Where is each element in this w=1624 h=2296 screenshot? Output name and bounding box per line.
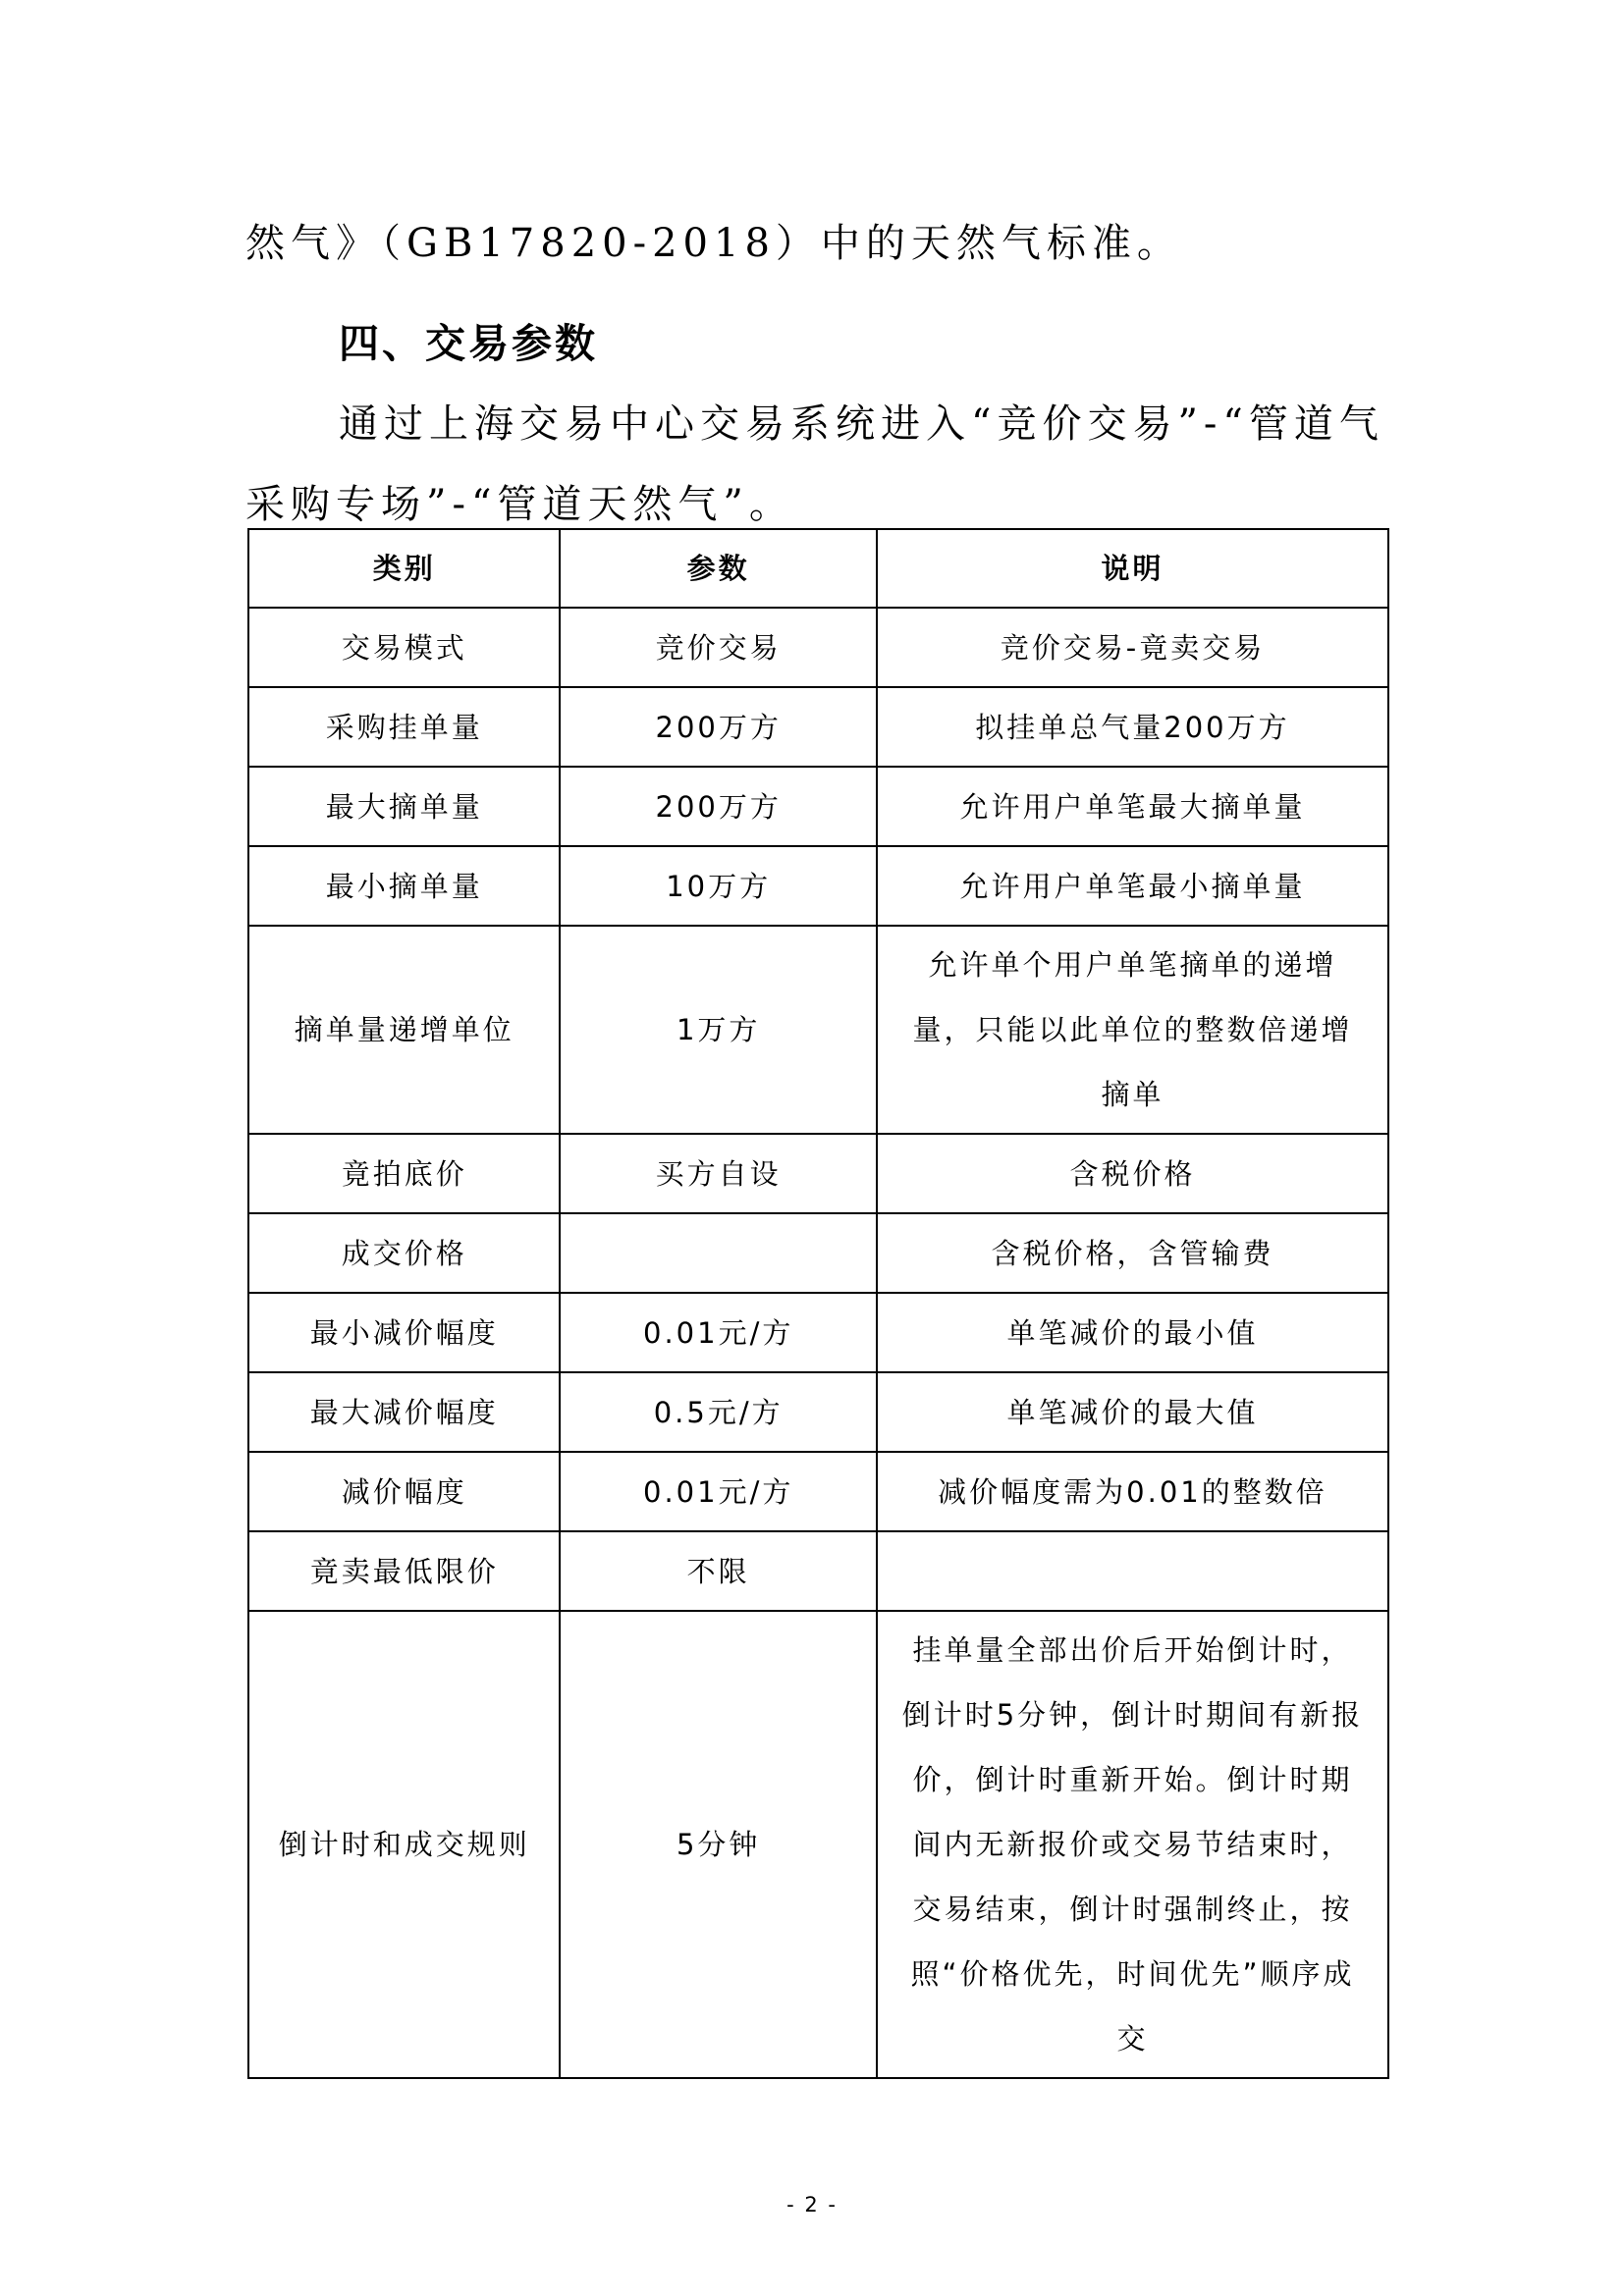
continuation-paragraph: 然气》（GB17820-2018）中的天然气标准。 [245,221,1182,266]
cell-description: 含税价格，含管输费 [877,1213,1388,1293]
cell-category: 成交价格 [248,1213,560,1293]
table-row [248,1293,1388,1372]
cell-description: 单笔减价的最小值 [877,1293,1388,1372]
table-row [248,687,1388,767]
cell-parameter: 10万方 [560,846,877,926]
cell-parameter: 不限 [560,1531,877,1611]
table-header-row [248,529,1388,608]
table-row [248,1611,1388,2078]
cell-description [877,1531,1388,1611]
cell-category: 减价幅度 [248,1452,560,1531]
cell-description: 拟挂单总气量200万方 [877,687,1388,767]
cell-category: 最小摘单量 [248,846,560,926]
table-row [248,1213,1388,1293]
cell-category: 倒计时和成交规则 [248,1611,560,2078]
header-description: 说明 [877,529,1388,608]
cell-description: 含税价格 [877,1134,1388,1213]
intro-paragraph-line-2: 采购专场”-“管道天然气”。 [245,482,794,527]
trade-parameters-table [247,528,1389,2079]
cell-parameter: 0.5元/方 [560,1372,877,1452]
cell-category: 最大减价幅度 [248,1372,560,1452]
cell-parameter: 1万方 [560,926,877,1134]
table-row [248,926,1388,1134]
cell-description: 竞价交易-竟卖交易 [877,608,1388,687]
cell-category: 采购挂单量 [248,687,560,767]
cell-parameter [560,1213,877,1293]
cell-category: 竟卖最低限价 [248,1531,560,1611]
table-row [248,608,1388,687]
table-row [248,767,1388,846]
cell-category: 竟拍底价 [248,1134,560,1213]
cell-description: 挂单量全部出价后开始倒计时，倒计时5分钟，倒计时期间有新报价，倒计时重新开始。倒计时期间内无新报价或交易节结束时，交易结束，倒计时强制终止，按照“价格优先，时间优先”顺序成交 [877,1611,1388,2078]
table-row [248,1452,1388,1531]
cell-parameter: 0.01元/方 [560,1452,877,1531]
cell-parameter: 5分钟 [560,1611,877,2078]
cell-category: 最大摘单量 [248,767,560,846]
intro-paragraph-line-1: 通过上海交易中心交易系统进入“竞价交易”-“管道气 [339,401,1384,447]
page-number: - 2 - [786,2193,838,2216]
header-parameter: 参数 [560,529,877,608]
header-category: 类别 [248,529,560,608]
table-row [248,846,1388,926]
cell-description: 减价幅度需为0.01的整数倍 [877,1452,1388,1531]
cell-description: 允许用户单笔最大摘单量 [877,767,1388,846]
cell-parameter: 买方自设 [560,1134,877,1213]
cell-description: 允许用户单笔最小摘单量 [877,846,1388,926]
cell-category: 交易模式 [248,608,560,687]
cell-category: 摘单量递增单位 [248,926,560,1134]
cell-description: 单笔减价的最大值 [877,1372,1388,1452]
table-row [248,1372,1388,1452]
section-heading: 四、交易参数 [339,320,598,367]
cell-parameter: 200万方 [560,767,877,846]
cell-description: 允许单个用户单笔摘单的递增量，只能以此单位的整数倍递增摘单 [877,926,1388,1134]
cell-parameter: 200万方 [560,687,877,767]
table-row [248,1531,1388,1611]
cell-category: 最小减价幅度 [248,1293,560,1372]
cell-parameter: 0.01元/方 [560,1293,877,1372]
cell-parameter: 竞价交易 [560,608,877,687]
table-row [248,1134,1388,1213]
